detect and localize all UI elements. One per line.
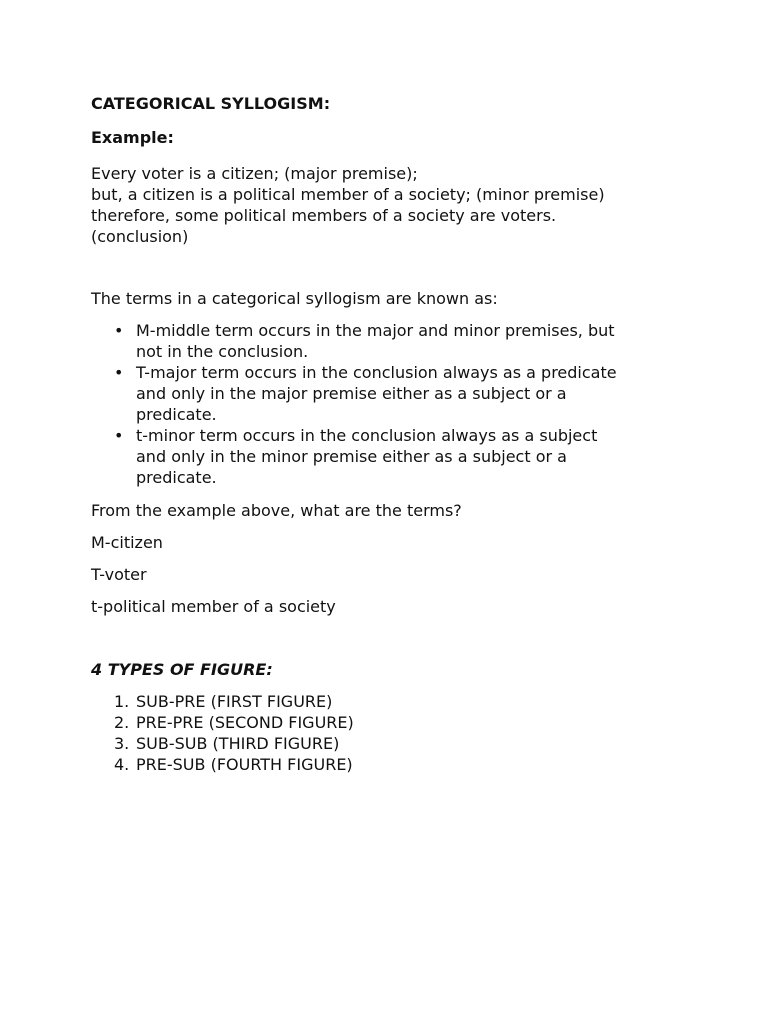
figures-list — [91, 691, 691, 775]
example-body — [91, 163, 691, 247]
bullet-icon: • — [114, 363, 124, 382]
list-number: 3. — [114, 734, 130, 753]
term-line: and only in the major premise either as a subject or a — [136, 384, 567, 403]
bullet-icon: • — [114, 426, 124, 445]
list-number: 2. — [114, 713, 130, 732]
figures-heading: 4 TYPES OF FIGURE: — [91, 660, 273, 679]
terms-intro: The terms in a categorical syllogism are known as: — [91, 289, 498, 308]
term-line: t-minor term occurs in the conclusion always as a subject — [136, 426, 598, 445]
answer-middle-term: M-citizen — [91, 533, 163, 552]
term-line: T-major term occurs in the conclusion always as a predicate — [136, 363, 617, 382]
example-line: (conclusion) — [91, 227, 189, 246]
bullet-icon: • — [114, 321, 124, 340]
document-page — [91, 93, 691, 775]
terms-list — [91, 320, 691, 488]
document-title: CATEGORICAL SYLLOGISM: — [91, 94, 331, 113]
example-line: therefore, some political members of a society are voters. — [91, 206, 557, 225]
list-item — [114, 754, 691, 775]
list-number: 4. — [114, 755, 130, 774]
list-item — [114, 712, 691, 733]
term-line: M-middle term occurs in the major and minor premises, but — [136, 321, 615, 340]
term-line: predicate. — [136, 468, 217, 487]
answer-major-term: T-voter — [91, 565, 147, 584]
figure-text: SUB-SUB (THIRD FIGURE) — [136, 734, 340, 753]
example-line: Every voter is a citizen; (major premise); — [91, 164, 418, 183]
term-line: and only in the minor premise either as a subject or a — [136, 447, 567, 466]
list-number: 1. — [114, 692, 130, 711]
list-item — [114, 425, 691, 488]
list-item — [114, 320, 691, 362]
example-line: but, a citizen is a political member of a society; (minor premise) — [91, 185, 605, 204]
example-heading: Example: — [91, 128, 174, 147]
answer-minor-term: t-political member of a society — [91, 597, 336, 616]
list-item — [114, 733, 691, 754]
term-line: predicate. — [136, 405, 217, 424]
figure-text: PRE-SUB (FOURTH FIGURE) — [136, 755, 353, 774]
terms-question: From the example above, what are the terms? — [91, 501, 462, 520]
list-item — [114, 362, 691, 425]
list-item — [114, 691, 691, 712]
figure-text: SUB-PRE (FIRST FIGURE) — [136, 692, 333, 711]
figure-text: PRE-PRE (SECOND FIGURE) — [136, 713, 354, 732]
term-line: not in the conclusion. — [136, 342, 309, 361]
